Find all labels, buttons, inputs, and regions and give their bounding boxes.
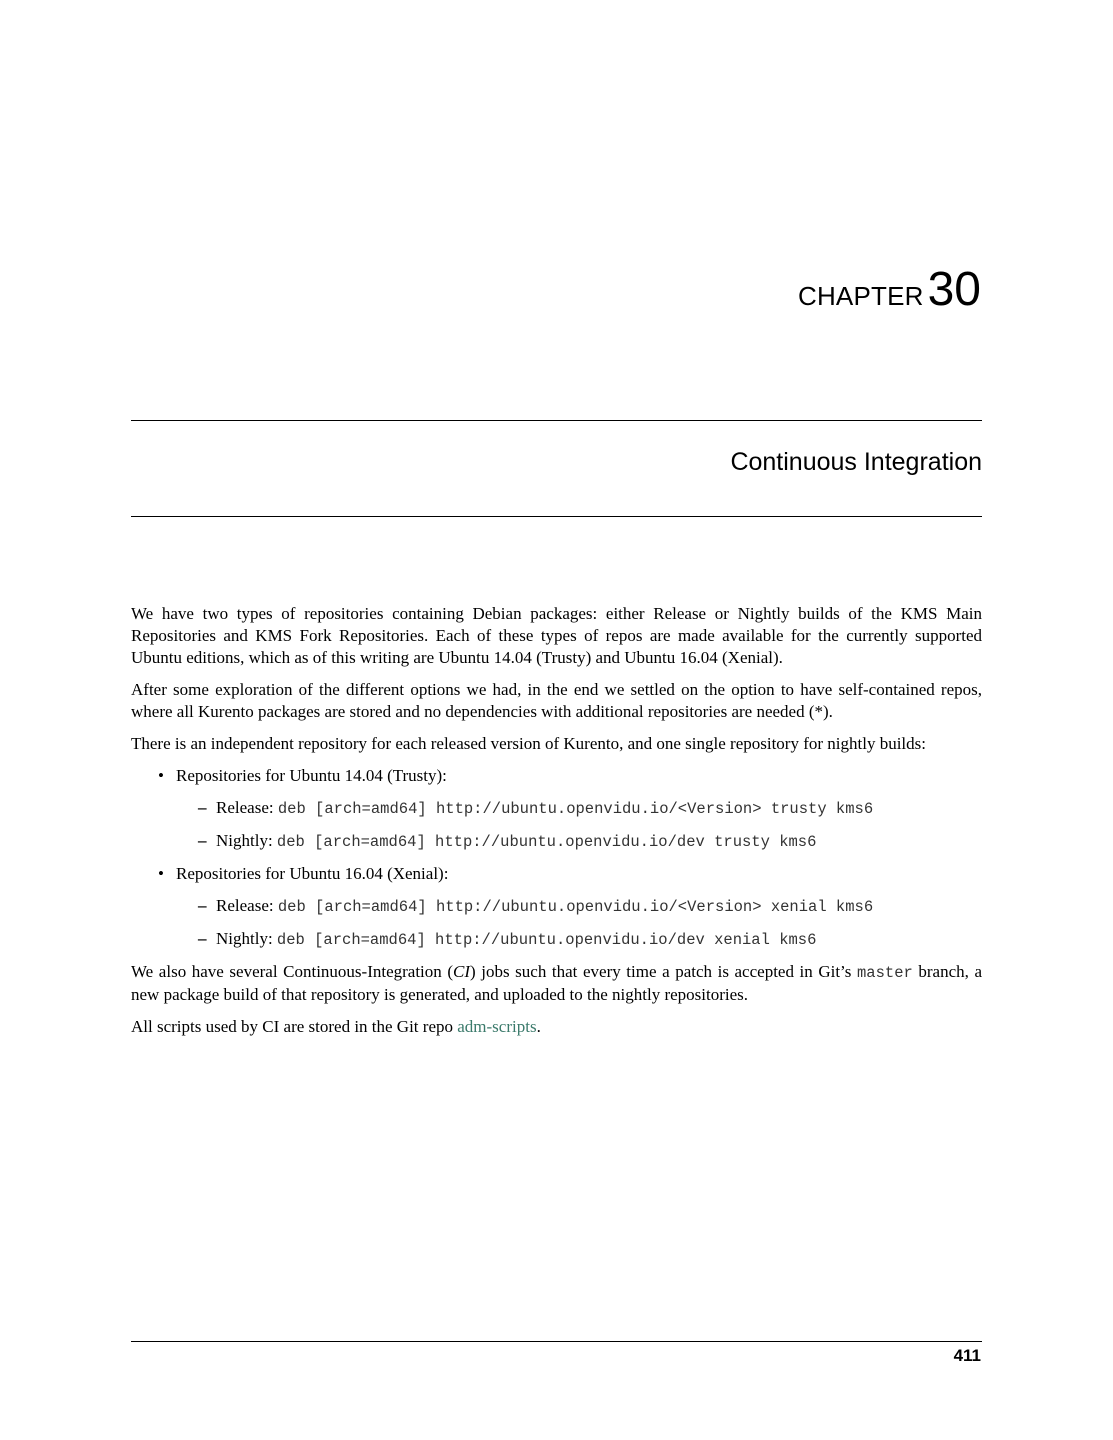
list-item-xenial-nightly [176, 928, 982, 951]
ci-abbreviation: CI [453, 962, 471, 981]
chapter-title: Continuous Integration [730, 448, 982, 476]
ci-text-after: branch, a new package build of that repository is generated, and uploaded to the nightly repositories. [131, 962, 982, 1004]
repo-line-code: deb [arch=amd64] http://ubuntu.openvidu.io/<Version> trusty kms6 [277, 800, 874, 818]
repository-list [131, 765, 982, 951]
page-number: 411 [953, 1346, 981, 1365]
ci-text-before: We also have several Continuous-Integration ( [131, 962, 454, 981]
repo-line-code: deb [arch=amd64] http://ubuntu.openvidu.io/dev trusty kms6 [276, 833, 817, 851]
paragraph-repositories-intro: We have two types of repositories containing Debian packages: either Release or Nightly builds of the KMS Main Repositories and KMS Fork Repositories. Each of these types of repos are made available for the currently supported Ubuntu editions, which as of this writing are Ubuntu 14.04 (Trusty) and Ubuntu 16.04 (Xenial). [131, 604, 982, 667]
xenial-sublist [176, 895, 982, 951]
list-item-trusty-release [176, 797, 982, 820]
bullet-icon: • [158, 864, 164, 883]
footer-rule [131, 1341, 982, 1342]
entry-label: Nightly: [216, 831, 273, 850]
paragraph-self-contained: After some exploration of the different options we had, in the end we settled on the option to have self-contained repos, where all Kurento packages are stored and no dependencies with additional repositories are needed (*). [131, 680, 982, 721]
chapter-label: CHAPTER [797, 281, 924, 311]
title-bottom-rule [131, 516, 982, 517]
trusty-heading: Repositories for Ubuntu 14.04 (Trusty): [176, 766, 447, 785]
entry-label: Release: [216, 896, 274, 915]
dash-icon: – [198, 929, 207, 948]
xenial-heading: Repositories for Ubuntu 16.04 (Xenial): [176, 864, 449, 883]
list-item-trusty [131, 765, 982, 853]
entry-label: Nightly: [216, 929, 273, 948]
trusty-sublist [176, 797, 982, 853]
list-item-xenial [131, 863, 982, 951]
chapter-body [131, 603, 982, 1048]
master-branch-code: master [856, 964, 913, 982]
chapter-heading [798, 262, 981, 317]
paragraph-scripts [131, 1016, 982, 1038]
bullet-icon: • [158, 766, 164, 785]
scripts-text-after: . [536, 1017, 541, 1036]
list-item-xenial-release [176, 895, 982, 918]
scripts-text-before: All scripts used by CI are stored in the Git repo [131, 1017, 458, 1036]
repo-line-code: deb [arch=amd64] http://ubuntu.openvidu.io/dev xenial kms6 [276, 931, 817, 949]
dash-icon: – [198, 831, 207, 850]
repo-line-code: deb [arch=amd64] http://ubuntu.openvidu.io/<Version> xenial kms6 [277, 898, 874, 916]
entry-label: Release: [216, 798, 274, 817]
paragraph-ci-jobs [131, 961, 982, 1006]
adm-scripts-link[interactable]: adm-scripts [457, 1017, 537, 1036]
ci-text-middle: ) jobs such that every time a patch is accepted in Git’s [470, 962, 857, 981]
list-item-trusty-nightly [176, 830, 982, 853]
paragraph-independent-repos: There is an independent repository for each released version of Kurento, and one single repository for nightly builds: [131, 734, 926, 753]
title-top-rule [131, 420, 982, 421]
dash-icon: – [198, 798, 207, 817]
chapter-number: 30 [927, 263, 981, 316]
dash-icon: – [198, 896, 207, 915]
